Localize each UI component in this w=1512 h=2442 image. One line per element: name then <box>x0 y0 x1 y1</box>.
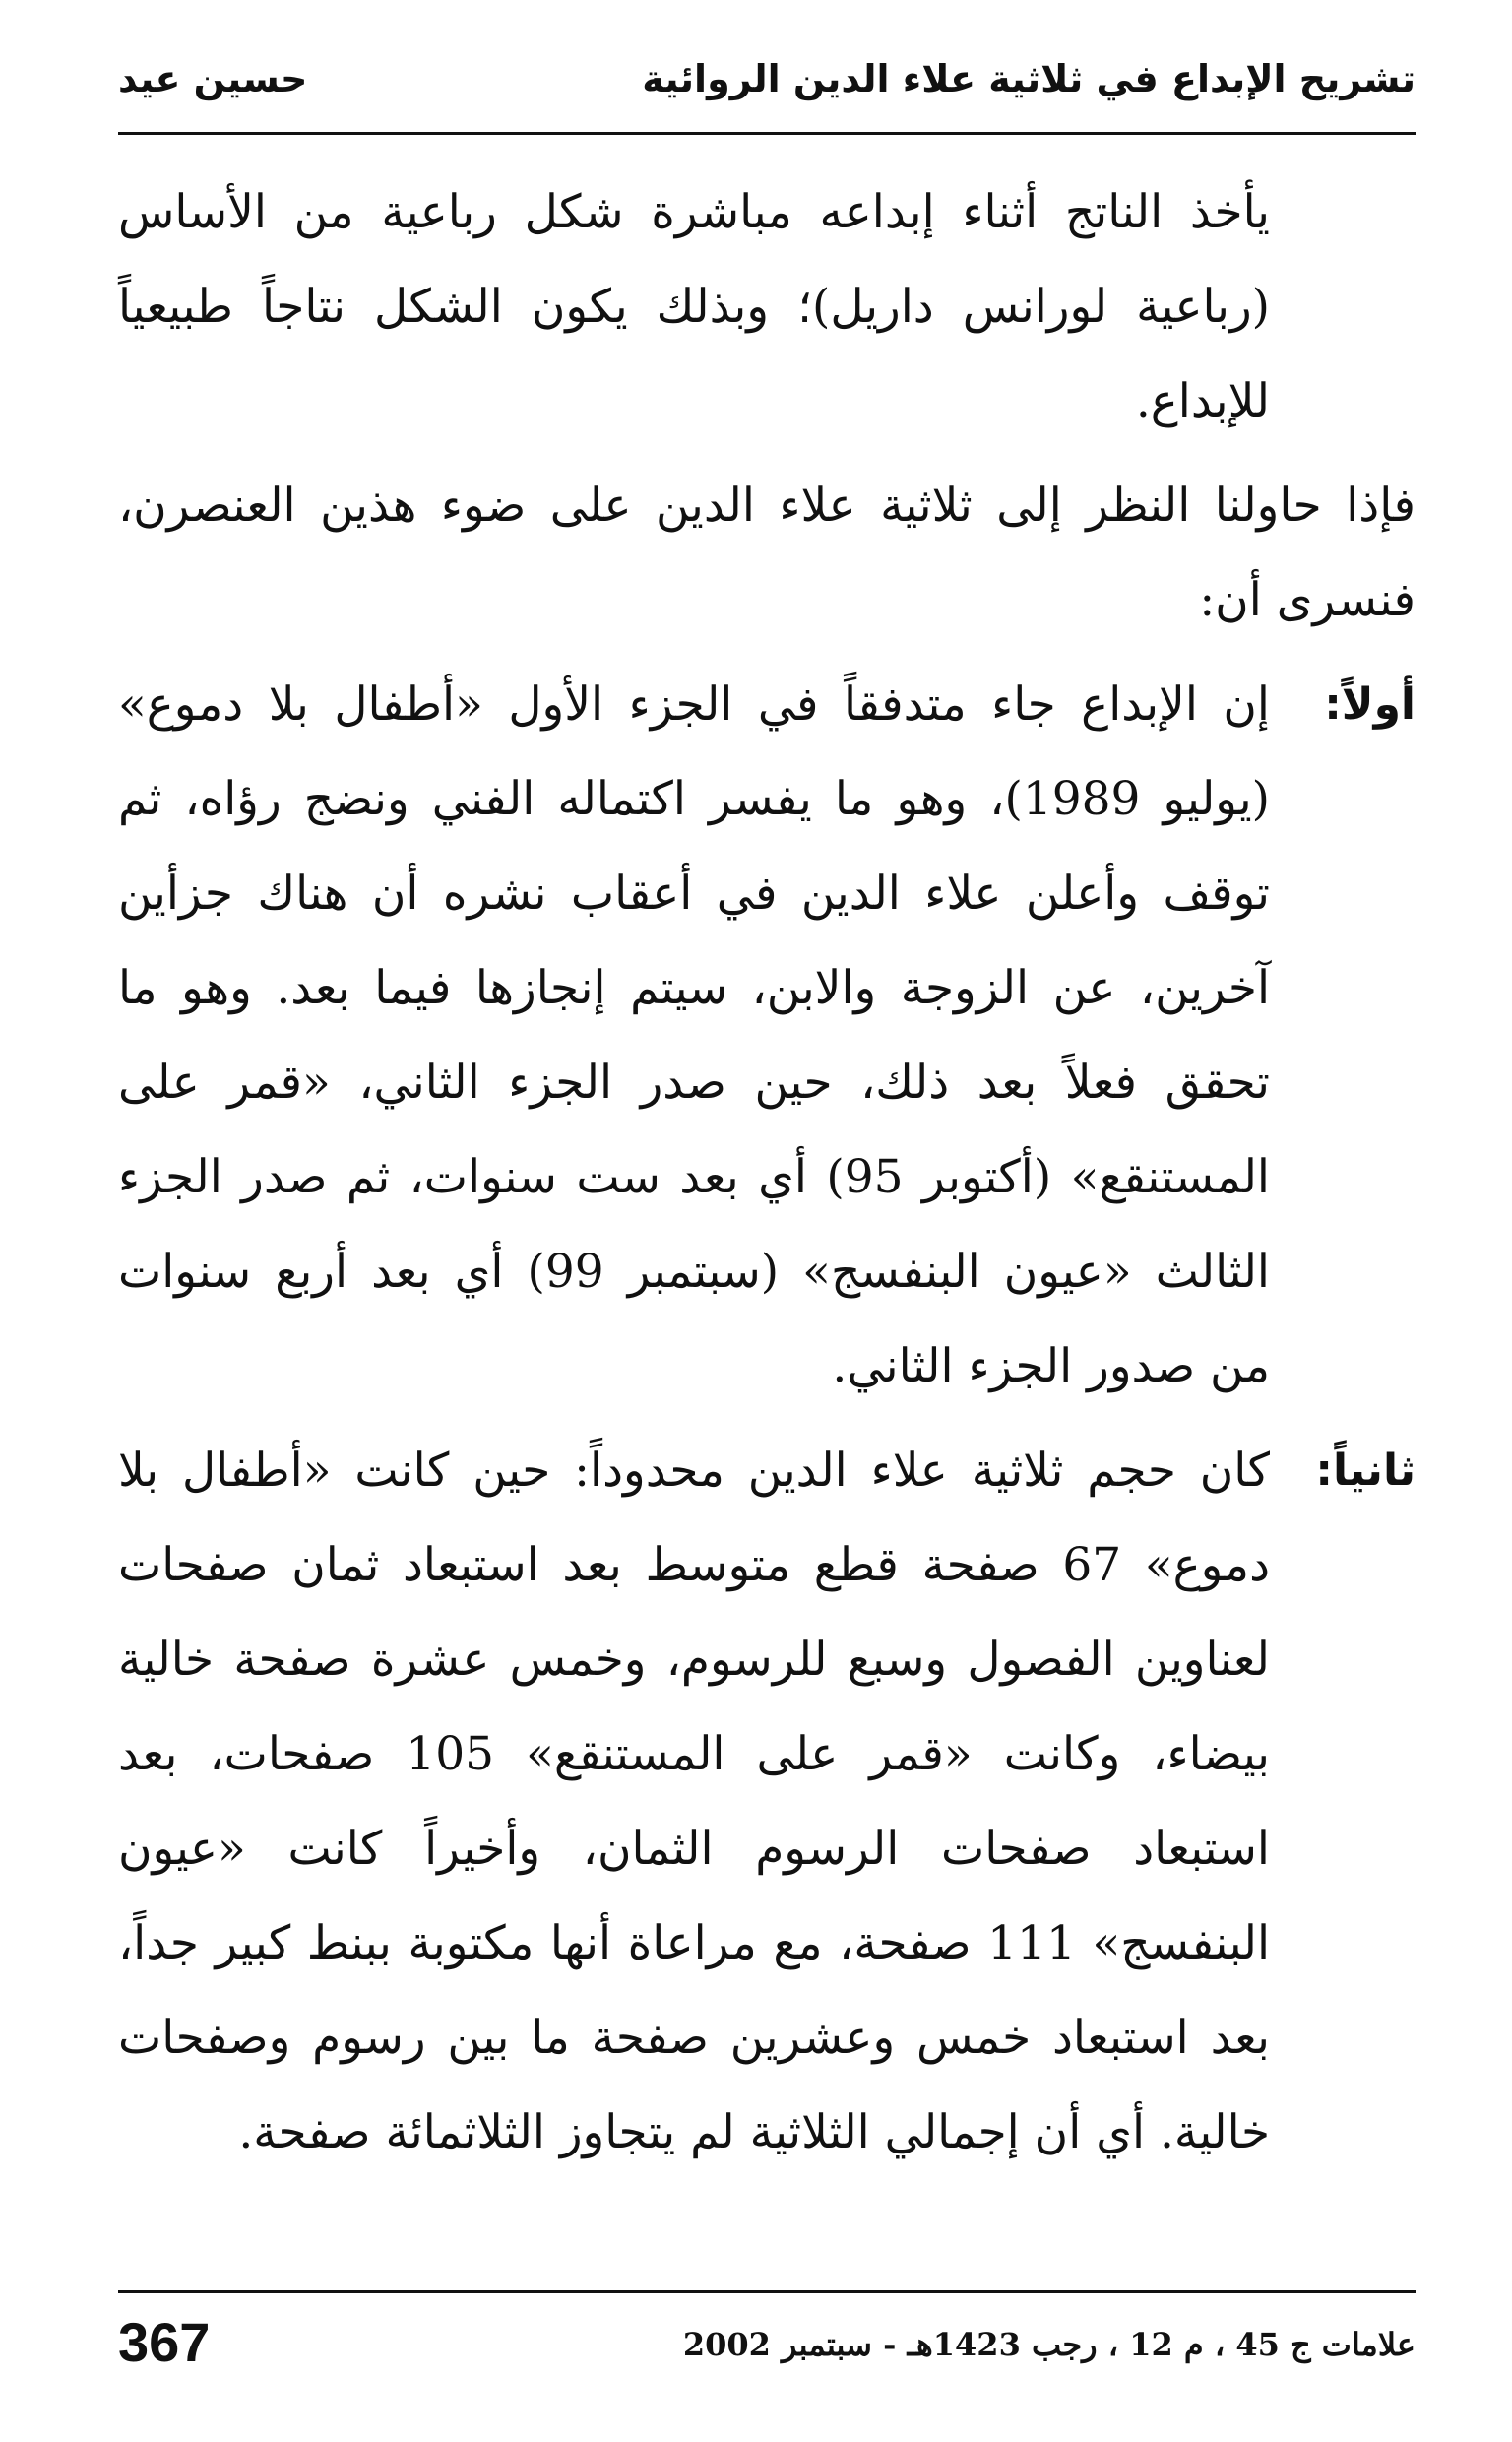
running-author: حسين عيد <box>118 57 308 100</box>
transition-paragraph: فإذا حاولنا النظر إلى ثلاثية علاء الدين على ضوء هذين العنصرن، فنسرى أن: <box>118 479 1416 627</box>
page-footer <box>118 2310 1416 2389</box>
footer-rule <box>118 2290 1416 2293</box>
item-label-second: ثانياً: <box>1315 1446 1416 1496</box>
page-body <box>118 165 1416 2190</box>
item-text-first: إن الإبداع جاء متدفقاً في الجزء الأول «أطفال بلا دموع» (يوليو 1989)، وهو ما يفسر اكتماله الفني ونضج رؤاه، ثم توقف وأعلن علاء الدين في أعقاب نشره أن هناك جزأين آخرين، عن الزوجة والابن، سيتم إنجازها فيما بعد. وهو ما تحقق فعلاً بعد ذلك، حين صدر الجزء الثاني، «قمر على المستنقع» (أكتوبر 95) أي بعد ست سنوات، ثم صدر الجزء الثالث «عيون البنفسج» (سبتمبر 99) أي بعد أربع سنوات من صدور الجزء الثاني. <box>118 677 1271 1393</box>
intro-paragraph: يأخذ الناتج أثناء إبداعه مباشرة شكل رباعية من الأساس (رباعية لورانس داريل)؛ وبذلك يكون الشكل نتاجاً طبيعياً للإبداع. <box>118 185 1270 428</box>
page-number: 367 <box>118 2311 211 2373</box>
item-text-second: كان حجم ثلاثية علاء الدين محدوداً: حين كانت «أطفال بلا دموع» 67 صفحة قطع متوسط بعد استبعاد ثمان صفحات لعناوين الفصول وسبع للرسوم، وخمس عشرة صفحة خالية بيضاء، وكانت «قمر على المستنقع» 105 صفحات، بعد استبعاد صفحات الرسوم الثمان، وأخيراً كانت «عيون البنفسج» 111 صفحة، مع مراعاة أنها مكتوبة ببنط كبير جداً، بعد استبعاد خمس وعشرين صفحة ما بين رسوم وصفحات خالية. أي أن إجمالي الثلاثية لم يتجاوز الثلاثمائة صفحة. <box>118 1444 1271 2159</box>
header-rule <box>118 132 1416 135</box>
list-item <box>118 1424 1416 2180</box>
list-item <box>118 658 1416 1414</box>
running-title: تشريح الإبداع في ثلاثية علاء الدين الروائية <box>642 57 1416 100</box>
journal-citation: علامات ج 45 ، م 12 ، رجب 1423هـ - سبتمبر 2002 <box>682 2326 1416 2363</box>
running-header <box>118 51 1416 130</box>
item-label-first: أولاً: <box>1324 679 1416 730</box>
